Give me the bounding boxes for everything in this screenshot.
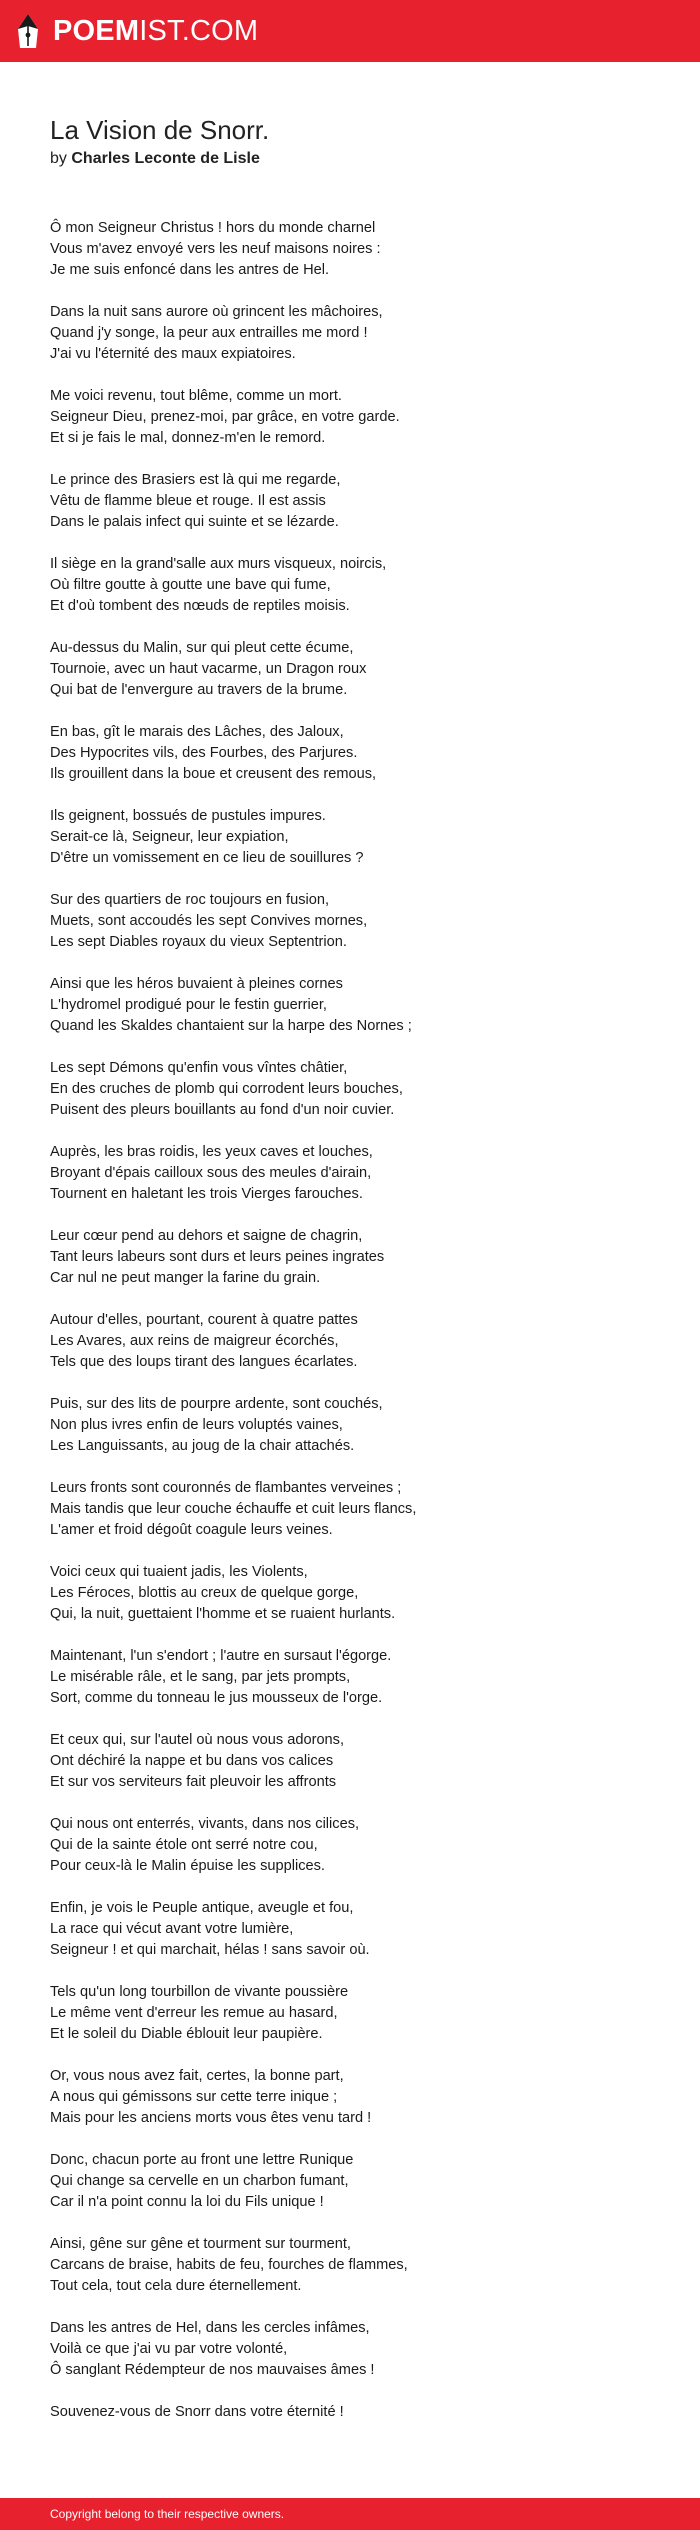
poem-line: A nous qui gémissons sur cette terre inique ; <box>50 2089 338 2105</box>
poem-line: Car nul ne peut manger la farine du grain. <box>50 1270 321 1286</box>
poem-byline <box>50 147 260 171</box>
poem-line: Tournent en haletant les trois Vierges farouches. <box>50 1186 363 1202</box>
poem-line: Je me suis enfoncé dans les antres de Hel. <box>50 262 330 278</box>
poem-stanza <box>50 2150 670 2213</box>
poem-title: La Vision de Snorr. <box>50 115 270 145</box>
poem-line: Voilà ce que j'ai vu par votre volonté, <box>50 2341 288 2357</box>
poem-line: Ils grouillent dans la boue et creusent des remous, <box>50 766 377 782</box>
poem-line: Seigneur Dieu, prenez-moi, par grâce, en votre garde. <box>50 409 400 425</box>
poem-line: Or, vous nous avez fait, certes, la bonne part, <box>50 2068 344 2084</box>
poem-line: Qui nous ont enterrés, vivants, dans nos cilices, <box>50 1816 360 1832</box>
poem-author[interactable]: Charles Leconte de Lisle <box>71 150 260 167</box>
poem-line: Et ceux qui, sur l'autel où nous vous adorons, <box>50 1732 345 1748</box>
poem-line: Leurs fronts sont couronnés de flambantes verveines ; <box>50 1480 402 1496</box>
poem-line: L'hydromel prodigué pour le festin guerrier, <box>50 997 327 1013</box>
poem-line: Ils geignent, bossués de pustules impures. <box>50 808 326 824</box>
poem-line: Quand j'y songe, la peur aux entrailles me mord ! <box>50 325 368 341</box>
poem-line: Qui bat de l'envergure au travers de la brume. <box>50 682 348 698</box>
poem-line: Broyant d'épais cailloux sous des meules d'airain, <box>50 1165 372 1181</box>
poem-line: Carcans de braise, habits de feu, fourches de flammes, <box>50 2257 408 2273</box>
poem-stanza <box>50 1730 670 1793</box>
poem-line: Quand les Skaldes chantaient sur la harpe des Nornes ; <box>50 1018 412 1034</box>
poem-stanza <box>50 470 670 533</box>
poem-stanza <box>50 890 670 953</box>
poem-line: Donc, chacun porte au front une lettre Runique <box>50 2152 354 2168</box>
poem-line: Qui, la nuit, guettaient l'homme et se ruaient hurlants. <box>50 1606 396 1622</box>
poem-line: Vous m'avez envoyé vers les neuf maisons noires : <box>50 241 381 257</box>
poem-line: En bas, gît le marais des Lâches, des Jaloux, <box>50 724 344 740</box>
poem-stanza <box>50 302 670 365</box>
poem-stanza <box>50 1898 670 1961</box>
poem-line: Qui de la sainte étole ont serré notre cou, <box>50 1837 318 1853</box>
poem-line: Des Hypocrites vils, des Fourbes, des Parjures. <box>50 745 358 761</box>
poem-line: Le prince des Brasiers est là qui me regarde, <box>50 472 341 488</box>
poem-line: Auprès, les bras roidis, les yeux caves et louches, <box>50 1144 373 1160</box>
poem-line: Seigneur ! et qui marchait, hélas ! sans savoir où. <box>50 1942 370 1958</box>
poem-line: Tels qu'un long tourbillon de vivante poussière <box>50 1984 349 2000</box>
site-header <box>0 0 700 62</box>
poem-line: Les Languissants, au joug de la chair attachés. <box>50 1438 355 1454</box>
site-footer <box>0 2498 700 2530</box>
poem-line: Puisent des pleurs bouillants au fond d'un noir cuvier. <box>50 1102 395 1118</box>
logo-wordmark <box>53 14 259 47</box>
poem-stanza <box>50 806 670 869</box>
poem-line: Mais pour les anciens morts vous êtes venu tard ! <box>50 2110 372 2126</box>
poem-stanza <box>50 1142 670 1205</box>
poem-line: Muets, sont accoudés les sept Convives mornes, <box>50 913 368 929</box>
poem-line: Ô sanglant Rédempteur de nos mauvaises âmes ! <box>50 2362 375 2378</box>
poem-stanza <box>50 554 670 617</box>
poem-line: Vêtu de flamme bleue et rouge. Il est assis <box>50 493 326 509</box>
poem-stanza <box>50 218 670 281</box>
poem-stanza <box>50 1982 670 2045</box>
poem-stanza <box>50 1310 670 1373</box>
poem-line: La race qui vécut avant votre lumière, <box>50 1921 294 1937</box>
poem-line: D'être un vomissement en ce lieu de souillures ? <box>50 850 364 866</box>
poem-line: Pour ceux-là le Malin épuise les supplices. <box>50 1858 325 1874</box>
byline-prefix: by <box>50 150 67 167</box>
poem-line: Il siège en la grand'salle aux murs visqueux, noircis, <box>50 556 387 572</box>
poem-line: Puis, sur des lits de pourpre ardente, sont couchés, <box>50 1396 383 1412</box>
poem-line: Tant leurs labeurs sont durs et leurs peines ingrates <box>50 1249 385 1265</box>
poem-line: L'amer et froid dégoût coagule leurs veines. <box>50 1522 333 1538</box>
poem-line: Le même vent d'erreur les remue au hasard, <box>50 2005 338 2021</box>
poem-line: Car il n'a point connu la loi du Fils unique ! <box>50 2194 324 2210</box>
poem-line: Maintenant, l'un s'endort ; l'autre en sursaut l'égorge. <box>50 1648 392 1664</box>
poem-stanza <box>50 2066 670 2129</box>
poem-stanza <box>50 722 670 785</box>
poem-stanza <box>50 1814 670 1877</box>
poem-line: Tout cela, tout cela dure éternellement. <box>50 2278 302 2294</box>
poem-line: Les sept Démons qu'enfin vous vîntes châtier, <box>50 1060 348 1076</box>
poem-stanza <box>50 2318 670 2381</box>
poem-line: Ô mon Seigneur Christus ! hors du monde charnel <box>50 220 376 236</box>
poem-stanza <box>50 1562 670 1625</box>
poem-stanza <box>50 974 670 1037</box>
logo-text-bold: POEM <box>53 14 140 47</box>
poem-line: Et le soleil du Diable éblouit leur paupière. <box>50 2026 323 2042</box>
pen-nib-icon <box>17 13 39 49</box>
poem-line: Enfin, je vois le Peuple antique, aveugle et fou, <box>50 1900 354 1916</box>
poem-line: Au-dessus du Malin, sur qui pleut cette écume, <box>50 640 354 656</box>
poem-body <box>50 218 670 2444</box>
poem-line: Mais tandis que leur couche échauffe et cuit leurs flancs, <box>50 1501 417 1517</box>
poem-line: Sur des quartiers de roc toujours en fusion, <box>50 892 330 908</box>
poem-line: Les Féroces, blottis au creux de quelque gorge, <box>50 1585 359 1601</box>
poem-line: Serait-ce là, Seigneur, leur expiation, <box>50 829 289 845</box>
copyright-notice: Copyright belong to their respective owners. <box>50 2507 285 2521</box>
poem-line: Souvenez-vous de Snorr dans votre éternité ! <box>50 2404 344 2420</box>
site-logo[interactable] <box>17 11 258 51</box>
poem-line: Ainsi que les héros buvaient à pleines cornes <box>50 976 343 992</box>
poem-stanza <box>50 2402 670 2423</box>
poem-stanza <box>50 1478 670 1541</box>
poem-line: Ont déchiré la nappe et bu dans vos calices <box>50 1753 334 1769</box>
poem-stanza <box>50 1058 670 1121</box>
poem-line: Et sur vos serviteurs fait pleuvoir les affronts <box>50 1774 337 1790</box>
poem-line: Sort, comme du tonneau le jus mousseux de l'orge. <box>50 1690 383 1706</box>
poem-line: Non plus ivres enfin de leurs voluptés vaines, <box>50 1417 343 1433</box>
poem-line: Autour d'elles, pourtant, courent à quatre pattes <box>50 1312 358 1328</box>
poem-line: Tournoie, avec un haut vacarme, un Dragon roux <box>50 661 367 677</box>
poem-stanza <box>50 1226 670 1289</box>
poem-line: Dans le palais infect qui suinte et se lézarde. <box>50 514 339 530</box>
poem-line: Et si je fais le mal, donnez-m'en le remord. <box>50 430 326 446</box>
poem-line: Tels que des loups tirant des langues écarlates. <box>50 1354 358 1370</box>
poem-line: Leur cœur pend au dehors et saigne de chagrin, <box>50 1228 363 1244</box>
poem-stanza <box>50 386 670 449</box>
poem-line: Et d'où tombent des nœuds de reptiles moisis. <box>50 598 350 614</box>
poem-line: J'ai vu l'éternité des maux expiatoires. <box>50 346 296 362</box>
poem-line: Où filtre goutte à goutte une bave qui fume, <box>50 577 331 593</box>
poem-line: Les sept Diables royaux du vieux Septentrion. <box>50 934 347 950</box>
poem-stanza <box>50 2234 670 2297</box>
logo-text-light: IST.COM <box>139 14 259 47</box>
poem-line: Ainsi, gêne sur gêne et tourment sur tourment, <box>50 2236 351 2252</box>
poem-line: Voici ceux qui tuaient jadis, les Violents, <box>50 1564 308 1580</box>
poem-line: En des cruches de plomb qui corrodent leurs bouches, <box>50 1081 403 1097</box>
poem-stanza <box>50 638 670 701</box>
poem-line: Le misérable râle, et le sang, par jets prompts, <box>50 1669 351 1685</box>
poem-line: Dans la nuit sans aurore où grincent les mâchoires, <box>50 304 383 320</box>
poem-stanza <box>50 1394 670 1457</box>
poem-line: Les Avares, aux reins de maigreur écorchés, <box>50 1333 339 1349</box>
poem-line: Dans les antres de Hel, dans les cercles infâmes, <box>50 2320 370 2336</box>
poem-line: Me voici revenu, tout blême, comme un mort. <box>50 388 342 404</box>
poem-stanza <box>50 1646 670 1709</box>
poem-line: Qui change sa cervelle en un charbon fumant, <box>50 2173 349 2189</box>
